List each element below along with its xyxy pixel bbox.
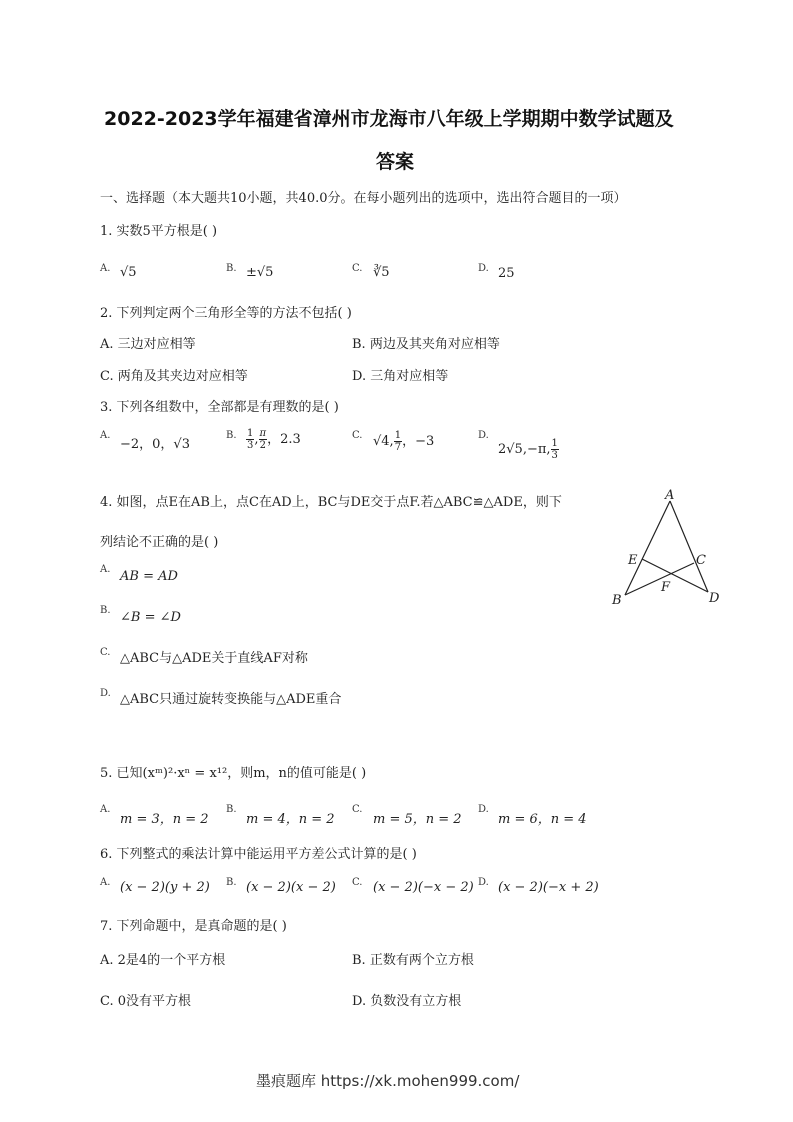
q1-option-c: ∛5 xyxy=(373,265,390,280)
q3-option-a: −2，0，√3 xyxy=(120,437,190,452)
q6-option-c: (x − 2)(−x − 2) xyxy=(373,880,474,895)
question-7-stem: 7. 下列命题中，是真命题的是( ) xyxy=(100,919,287,934)
q5-option-a-label: A. xyxy=(100,804,111,815)
q3-option-b-tail: ，2.3 xyxy=(267,432,301,447)
q1-option-a-label: A. xyxy=(100,263,111,274)
question-4-stem: 4. 如图，点E在AB上，点C在AD上，BC与DE交于点F.若△ABC≌△ADE，则下 xyxy=(100,495,562,510)
q2-option-a: A. 三边对应相等 xyxy=(100,337,196,352)
q6-option-d-label: D. xyxy=(478,877,489,888)
q3-option-d-label: D. xyxy=(478,430,489,441)
label-b: B xyxy=(612,593,622,608)
q5-option-b: m = 4，n = 2 xyxy=(246,812,335,827)
q4-option-c: △ABC与△ADE关于直线AF对称 xyxy=(120,651,308,666)
q6-option-d: (x − 2)(−x + 2) xyxy=(498,880,599,895)
footer-watermark-link[interactable]: 墨痕题库 https://xk.mohen999.com/ xyxy=(256,1072,520,1090)
q3-option-c-tail: ，−3 xyxy=(402,434,435,449)
q1-option-d: 25 xyxy=(498,266,515,281)
q4-option-d: △ABC只通过旋转变换能与△ADE重合 xyxy=(120,692,342,707)
q4-option-a-label: A. xyxy=(100,564,111,575)
question-6-stem: 6. 下列整式的乘法计算中能运用平方差公式计算的是( ) xyxy=(100,847,417,862)
page-title-line2: 答案 xyxy=(376,151,415,173)
q5-option-c-label: C. xyxy=(352,804,363,815)
q3-option-b: $\frac{1}{3}$ , $\frac{\pi}{2}$ ，2.3 xyxy=(247,428,301,451)
question-4-stem-cont: 列结论不正确的是( ) xyxy=(100,535,219,550)
q5-option-a: m = 3，n = 2 xyxy=(120,812,209,827)
q1-option-b-label: B. xyxy=(226,263,237,274)
q5-option-b-label: B. xyxy=(226,804,237,815)
q3-option-a-label: A. xyxy=(100,430,111,441)
q7-option-a: A. 2是4的一个平方根 xyxy=(100,953,226,968)
q4-option-a: AB = AD xyxy=(120,569,178,584)
q7-option-b: B. 正数有两个立方根 xyxy=(352,953,474,968)
q5-option-d: m = 6，n = 4 xyxy=(498,812,587,827)
q6-option-c-label: C. xyxy=(352,877,363,888)
q3-option-c-label: C. xyxy=(352,430,363,441)
q3-option-b-label: B. xyxy=(226,430,237,441)
q4-option-d-label: D. xyxy=(100,688,111,699)
q1-option-b: ±√5 xyxy=(246,265,274,280)
q3-option-d-head: 2√5,−π, xyxy=(498,442,551,457)
q3-option-c: √4, $\frac{1}{7}$ ，−3 xyxy=(373,430,435,453)
q1-option-d-label: D. xyxy=(478,263,489,274)
line-ad xyxy=(670,501,708,592)
q5-option-c: m = 5，n = 2 xyxy=(373,812,462,827)
q1-option-c-label: C. xyxy=(352,263,363,274)
q2-option-c: C. 两角及其夹边对应相等 xyxy=(100,369,248,384)
label-e: E xyxy=(628,553,638,568)
question-1-stem: 1. 实数5平方根是( ) xyxy=(100,224,218,239)
q1-option-a: √5 xyxy=(120,265,137,280)
q7-option-c: C. 0没有平方根 xyxy=(100,994,192,1009)
q4-option-c-label: C. xyxy=(100,647,111,658)
q6-option-a: (x − 2)(y + 2) xyxy=(120,880,210,895)
q5-option-d-label: D. xyxy=(478,804,489,815)
q3-option-d: 2√5,−π, $\frac{1}{3}$ xyxy=(498,438,558,461)
page-title-line1: 2022-2023学年福建省漳州市龙海市八年级上学期期中数学试题及 xyxy=(104,108,674,130)
label-c: C xyxy=(696,553,706,568)
q4-option-b-label: B. xyxy=(100,605,111,616)
section-heading: 一、选择题（本大题共10小题，共40.0分。在每小题列出的选项中，选出符合题目的一项） xyxy=(100,191,627,206)
q6-option-b-label: B. xyxy=(226,877,237,888)
q2-option-d: D. 三角对应相等 xyxy=(352,369,449,384)
q4-option-b: ∠B = ∠D xyxy=(120,610,181,625)
q6-option-a-label: A. xyxy=(100,877,111,888)
question-2-stem: 2. 下列判定两个三角形全等的方法不包括( ) xyxy=(100,306,352,321)
q7-option-d: D. 负数没有立方根 xyxy=(352,994,462,1009)
label-f: F xyxy=(661,580,671,595)
question-3-stem: 3. 下列各组数中，全部都是有理数的是( ) xyxy=(100,400,339,415)
question-5-stem: 5. 已知(xᵐ)²·xⁿ = x¹²，则m，n的值可能是( ) xyxy=(100,766,367,781)
q6-option-b: (x − 2)(x − 2) xyxy=(246,880,336,895)
q2-option-b: B. 两边及其夹角对应相等 xyxy=(352,337,500,352)
triangle-figure xyxy=(600,485,730,610)
label-a: A xyxy=(665,488,675,503)
label-d: D xyxy=(709,591,720,606)
